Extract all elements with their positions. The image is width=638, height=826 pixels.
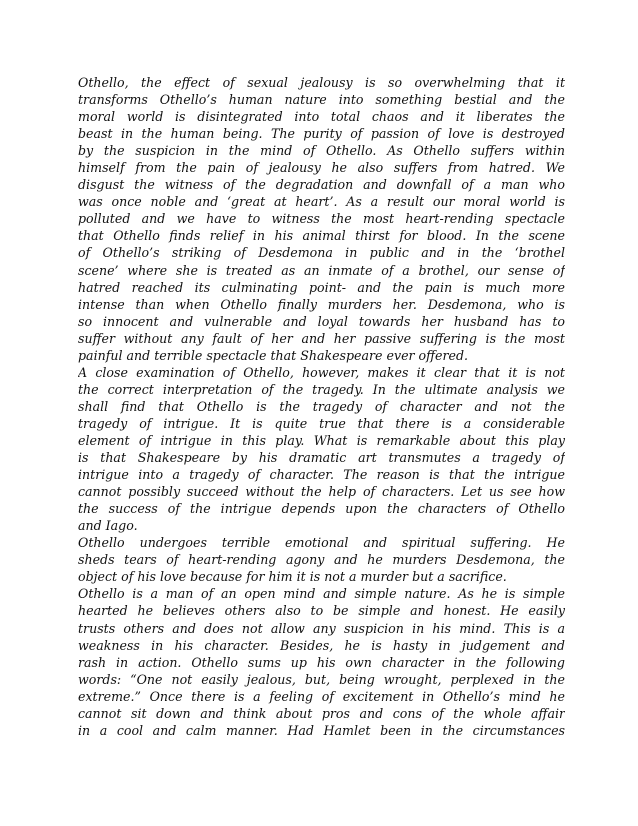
document-page: [78, 74, 565, 739]
text-line: so innocent and vulnerable and loyal towards her husband has to: [78, 313, 565, 329]
text-line: hatred reached its culminating point- and the pain is much more: [78, 279, 565, 295]
text-line: of Othello’s striking of Desdemona in public and in the ‘brothel: [78, 245, 565, 261]
text-line: hearted he believes others also to be simple and honest. He easily: [78, 603, 565, 619]
text-line: painful and terrible spectacle that Shakespeare ever offered.: [78, 347, 469, 363]
text-line: A close examination of Othello, however, makes it clear that it is not: [78, 364, 565, 380]
text-line: words: “One not easily jealous, but, being wrought, perplexed in the: [78, 671, 565, 687]
text-line: sheds tears of heart-rending agony and he murders Desdemona, the: [78, 552, 565, 568]
text-line: intense than when Othello finally murders her. Desdemona, who is: [78, 296, 565, 312]
text-line: is that Shakespeare by his dramatic art transmutes a tragedy of: [78, 450, 565, 466]
text-line: object of his love because for him it is not a murder but a sacrifice.: [78, 569, 507, 585]
text-line: and Iago.: [78, 518, 138, 534]
text-line: by the suspicion in the mind of Othello. As Othello suffers within: [78, 143, 565, 159]
text-line: Othello is a man of an open mind and simple nature. As he is simple: [78, 586, 565, 602]
text-line: polluted and we have to witness the most heart-rending spectacle: [78, 211, 565, 227]
text-line: was once noble and ‘great at heart’. As a result our moral world is: [78, 194, 565, 210]
text-line: suffer without any fault of her and her passive suffering is the most: [78, 330, 565, 346]
text-line: cannot sit down and think about pros and cons of the whole affair: [78, 705, 565, 721]
text-line: cannot possibly succeed without the help of characters. Let us see how: [78, 484, 565, 500]
text-line: Othello, the effect of sexual jealousy is so overwhelming that it: [78, 75, 565, 90]
text-line: element of intrigue in this play. What is remarkable about this play: [78, 432, 565, 448]
text-line: in a cool and calm manner. Had Hamlet been in the circumstances: [78, 722, 565, 738]
text-line: transforms Othello’s human nature into something bestial and the: [78, 92, 565, 108]
text-line: rash in action. Othello sums up his own character in the following: [78, 654, 565, 670]
text-line: himself from the pain of jealousy he also suffers from hatred. We: [78, 160, 565, 176]
text-line: moral world is disintegrated into total chaos and it liberates the: [78, 109, 565, 125]
text-line: the correct interpretation of the tragedy. In the ultimate analysis we: [78, 381, 565, 397]
text-line: extreme.” Once there is a feeling of excitement in Othello’s mind he: [78, 688, 565, 704]
text-line: intrigue into a tragedy of character. The reason is that the intrigue: [78, 467, 565, 483]
text-line: beast in the human being. The purity of passion of love is destroyed: [78, 126, 565, 142]
text-line: Othello undergoes terrible emotional and spiritual suffering. He: [78, 535, 565, 551]
text-line: trusts others and does not allow any suspicion in his mind. This is a: [78, 620, 565, 636]
text-line: shall find that Othello is the tragedy of character and not the: [78, 398, 565, 414]
text-line: tragedy of intrigue. It is quite true that there is a considerable: [78, 415, 565, 431]
text-line: the success of the intrigue depends upon the characters of Othello: [78, 501, 565, 517]
text-line: weakness in his character. Besides, he is hasty in judgement and: [78, 637, 565, 653]
text-line: that Othello finds relief in his animal thirst for blood. In the scene: [78, 228, 565, 244]
text-line: scene’ where she is treated as an inmate of a brothel, our sense of: [78, 262, 565, 278]
text-line: disgust the witness of the degradation and downfall of a man who: [78, 177, 565, 193]
